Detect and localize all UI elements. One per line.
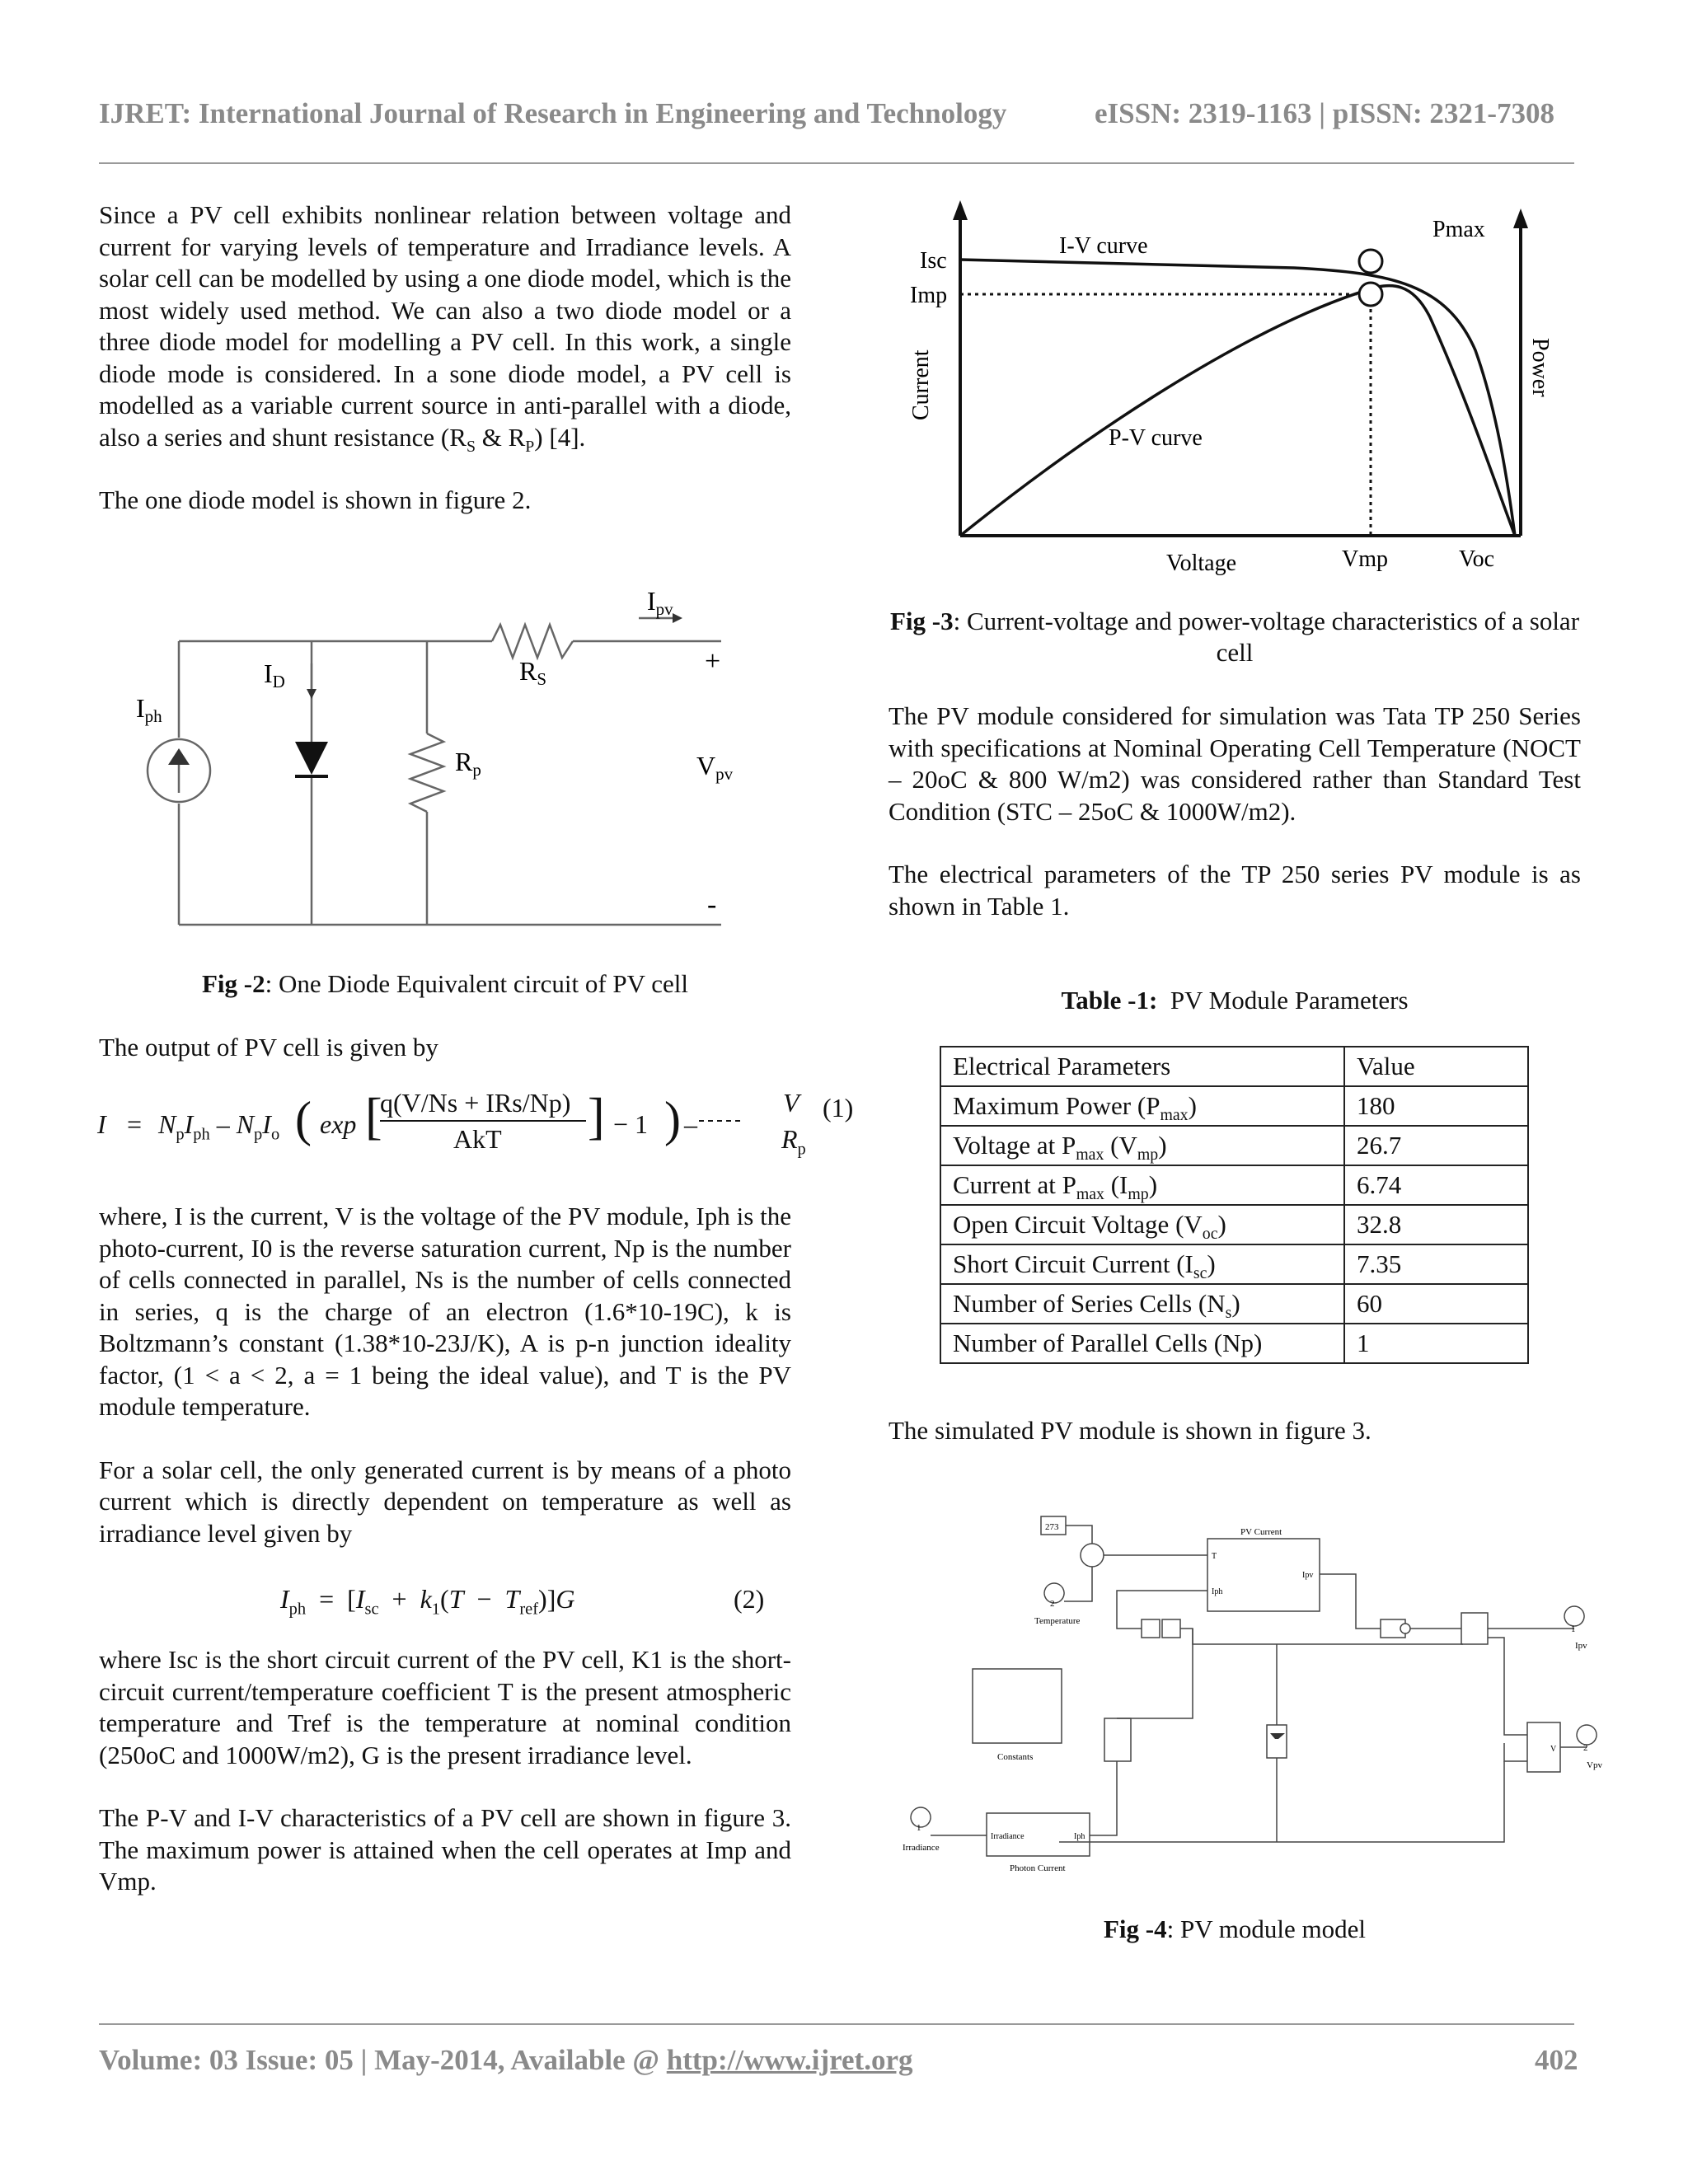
paragraph-one-diode: The one diode model is shown in figure 2. [99, 485, 532, 514]
table-cell: Number of Series Cells $(N_s)$ [940, 1284, 1344, 1324]
power-axis-label: Power [1527, 338, 1553, 397]
equation-2: $I_{ph} = [I_{sc} + k_1(T - T_{ref})]G$ (2) [280, 1584, 765, 1619]
table-caption: Table -1: PV Module Parameters [1061, 986, 1409, 1015]
table-cell: Short Circuit Current $(I_{sc})$ [940, 1244, 1344, 1284]
paragraph-intro: Since a PV cell exhibits nonlinear relation between voltage and current for varying levels of temperature and Irradiance levels. A solar cell can be modelled by using a one diode model, which is the most widely used method. We can also a two diode model or a three diode model for modelling a PV cell. In this work, a single diode mode is considered. In a sone diode model, a PV cell is modelled as a variable current source in anti-parallel with a diode, also a series and shunt resistance ($R_S$ & $R_P$) [4]. [99, 200, 791, 456]
paragraph-table-ref: The electrical parameters of the TP 250 series PV module is as shown in Table 1. [889, 860, 1581, 921]
iph-output: Iph [1074, 1832, 1085, 1841]
page-number: 402 [1535, 2044, 1578, 2076]
left-column-lower [99, 1201, 791, 1581]
table-cell: 6.74 [1344, 1165, 1528, 1205]
output-intro: The output of PV cell is given by [99, 1033, 438, 1062]
ipv-label: Ipv [647, 586, 673, 619]
table-cell: 7.35 [1344, 1244, 1528, 1284]
header-rule [99, 162, 1574, 164]
left-column [99, 199, 791, 548]
fig3-caption: Fig -3: Current-voltage and power-voltage characteristics of a solar cell [889, 607, 1580, 667]
voltage-axis-label: Voltage [1166, 551, 1237, 576]
paragraph-tata-module: The PV module considered for simulation was Tata TP 250 Series with specifications at Nominal Operating Cell Temperature (NOCT – 20oC & 800 W/m2) was considered rather than Standard Test Condition (STC – 25oC & 1000W/m2). [889, 701, 1581, 826]
table-row [940, 1324, 1528, 1363]
rs-label: RS [519, 656, 547, 689]
right-column [889, 701, 1581, 954]
fig4-caption: Fig -4: PV module model [1103, 1915, 1367, 1943]
table-row [940, 1244, 1528, 1284]
temperature-port: 2 [1050, 1599, 1055, 1609]
out2-port: 2 [1583, 1743, 1588, 1753]
table-cell: 32.8 [1344, 1205, 1528, 1244]
constants-label: Constants [997, 1752, 1034, 1762]
pv-curve-label: P-V curve [1109, 425, 1203, 451]
table-cell: Voltage at $P_{max}$ $(V_{mp})$ [940, 1126, 1344, 1165]
out1-label: Ipv [1575, 1641, 1587, 1651]
vpv-label: Vpv [696, 751, 734, 784]
iv-pv-chart [898, 194, 1582, 581]
left-column-bottom [99, 1644, 791, 1929]
equation-1: I = $N_pI_{ph} - N_pI_o$ ( exp [ q(V/Ns + IRs/Np) AkT ] − 1 ) – V $R_p$ (1) [97, 1088, 854, 1159]
simulated-intro: The simulated PV module is shown in figure 3. [889, 1416, 1372, 1445]
pv-module-simulink-model [894, 1496, 1636, 1891]
id-label: ID [264, 658, 285, 691]
eq2-number: (2) [734, 1584, 765, 1614]
table-cell: Number of Parallel Cells (Np) [940, 1324, 1344, 1363]
const-273: 273 [1045, 1522, 1059, 1532]
paragraph-pv-iv: The P-V and I-V characteristics of a PV cell are shown in figure 3. The maximum power is attained when the cell operates at Imp and Vmp. [99, 1803, 791, 1896]
table-cell: Maximum Power $(P_{max})$ [940, 1086, 1344, 1126]
issn: eISSN: 2319-1163 | pISSN: 2321-7308 [1095, 97, 1555, 129]
pv-current-label: PV Current [1240, 1527, 1282, 1537]
journal-link[interactable]: http://www.ijret.org [666, 2044, 913, 2076]
pv-parameters-table [940, 1046, 1529, 1364]
irradiance-port: 1 [917, 1823, 921, 1833]
current-axis-label: Current [908, 349, 934, 420]
table-row [940, 1165, 1528, 1205]
irradiance-input: Irradiance [991, 1832, 1025, 1841]
ipv-output: Ipv [1302, 1571, 1314, 1580]
footer-rule [99, 2023, 1574, 2025]
eq1-number: (1) [823, 1093, 854, 1122]
iv-curve-label: I-V curve [1059, 233, 1148, 259]
voc-label: Voc [1459, 546, 1495, 572]
photon-current-label: Photon Current [1010, 1863, 1066, 1873]
paragraph-isc: where Isc is the short circuit current of the PV cell, K1 is the short-circuit current/temperature coefficient T is the present atmospheric temperature and Tref is the temperature at nominal condition (250oC and 1000W/m2), G is the present irradiance level. [99, 1645, 791, 1769]
iph-input: Iph [1212, 1587, 1223, 1596]
table-row [940, 1205, 1528, 1244]
table-cell: 1 [1344, 1324, 1528, 1363]
iph-label: Iph [136, 693, 162, 726]
table-header-row [940, 1047, 1528, 1086]
table-row [940, 1126, 1528, 1165]
table-cell: Open Circuit Voltage $(V_{oc})$ [940, 1205, 1344, 1244]
pmax-label: Pmax [1432, 217, 1485, 242]
table-row [940, 1284, 1528, 1324]
isc-label: Isc [920, 248, 947, 274]
table-header: Electrical Parameters [940, 1047, 1344, 1086]
table-cell: 180 [1344, 1086, 1528, 1126]
paragraph-photo-current: For a solar cell, the only generated current is by means of a photo current which is directly dependent on temperature as well as irradiance level given by [99, 1455, 791, 1548]
t-input: T [1212, 1552, 1217, 1561]
table-row [940, 1086, 1528, 1126]
v-output: V [1550, 1745, 1557, 1754]
table-header: Value [1344, 1047, 1528, 1086]
journal-title: IJRET: International Journal of Research in Engineering and Technology [99, 97, 1007, 129]
rp-label: Rp [455, 747, 481, 780]
table-cell: Current at $P_{max}$ $(I_{mp})$ [940, 1165, 1344, 1205]
minus-terminal: - [707, 889, 717, 920]
table-cell: 26.7 [1344, 1126, 1528, 1165]
imp-label: Imp [910, 283, 948, 308]
table-cell: 60 [1344, 1284, 1528, 1324]
plus-terminal: + [705, 646, 721, 677]
one-diode-circuit [115, 577, 775, 940]
fig2-caption: Fig -2: One Diode Equivalent circuit of PV cell [201, 969, 688, 998]
footer-volume: Volume: 03 Issue: 05 | May-2014, Available @ http://www.ijret.org [99, 2044, 913, 2076]
out2-label: Vpv [1587, 1760, 1602, 1770]
paragraph-where: where, I is the current, V is the voltage of the PV module, Iph is the photo-current, I0 is the reverse saturation current, Np is the number of cells connected in parallel, Ns is the number of cells connected in series, q is the charge of an electron (1.6*10-19C), k is Boltzmann’s constant (1.38*10-23J/K), A is p-n junction ideality factor, (1 < a < 2, a = 1 being the ideal value), and T is the PV module temperature. [99, 1202, 791, 1421]
irradiance-label: Irradiance [903, 1843, 940, 1853]
temperature-label: Temperature [1034, 1616, 1081, 1626]
out1-port: 1 [1571, 1624, 1576, 1634]
vmp-label: Vmp [1342, 546, 1388, 572]
